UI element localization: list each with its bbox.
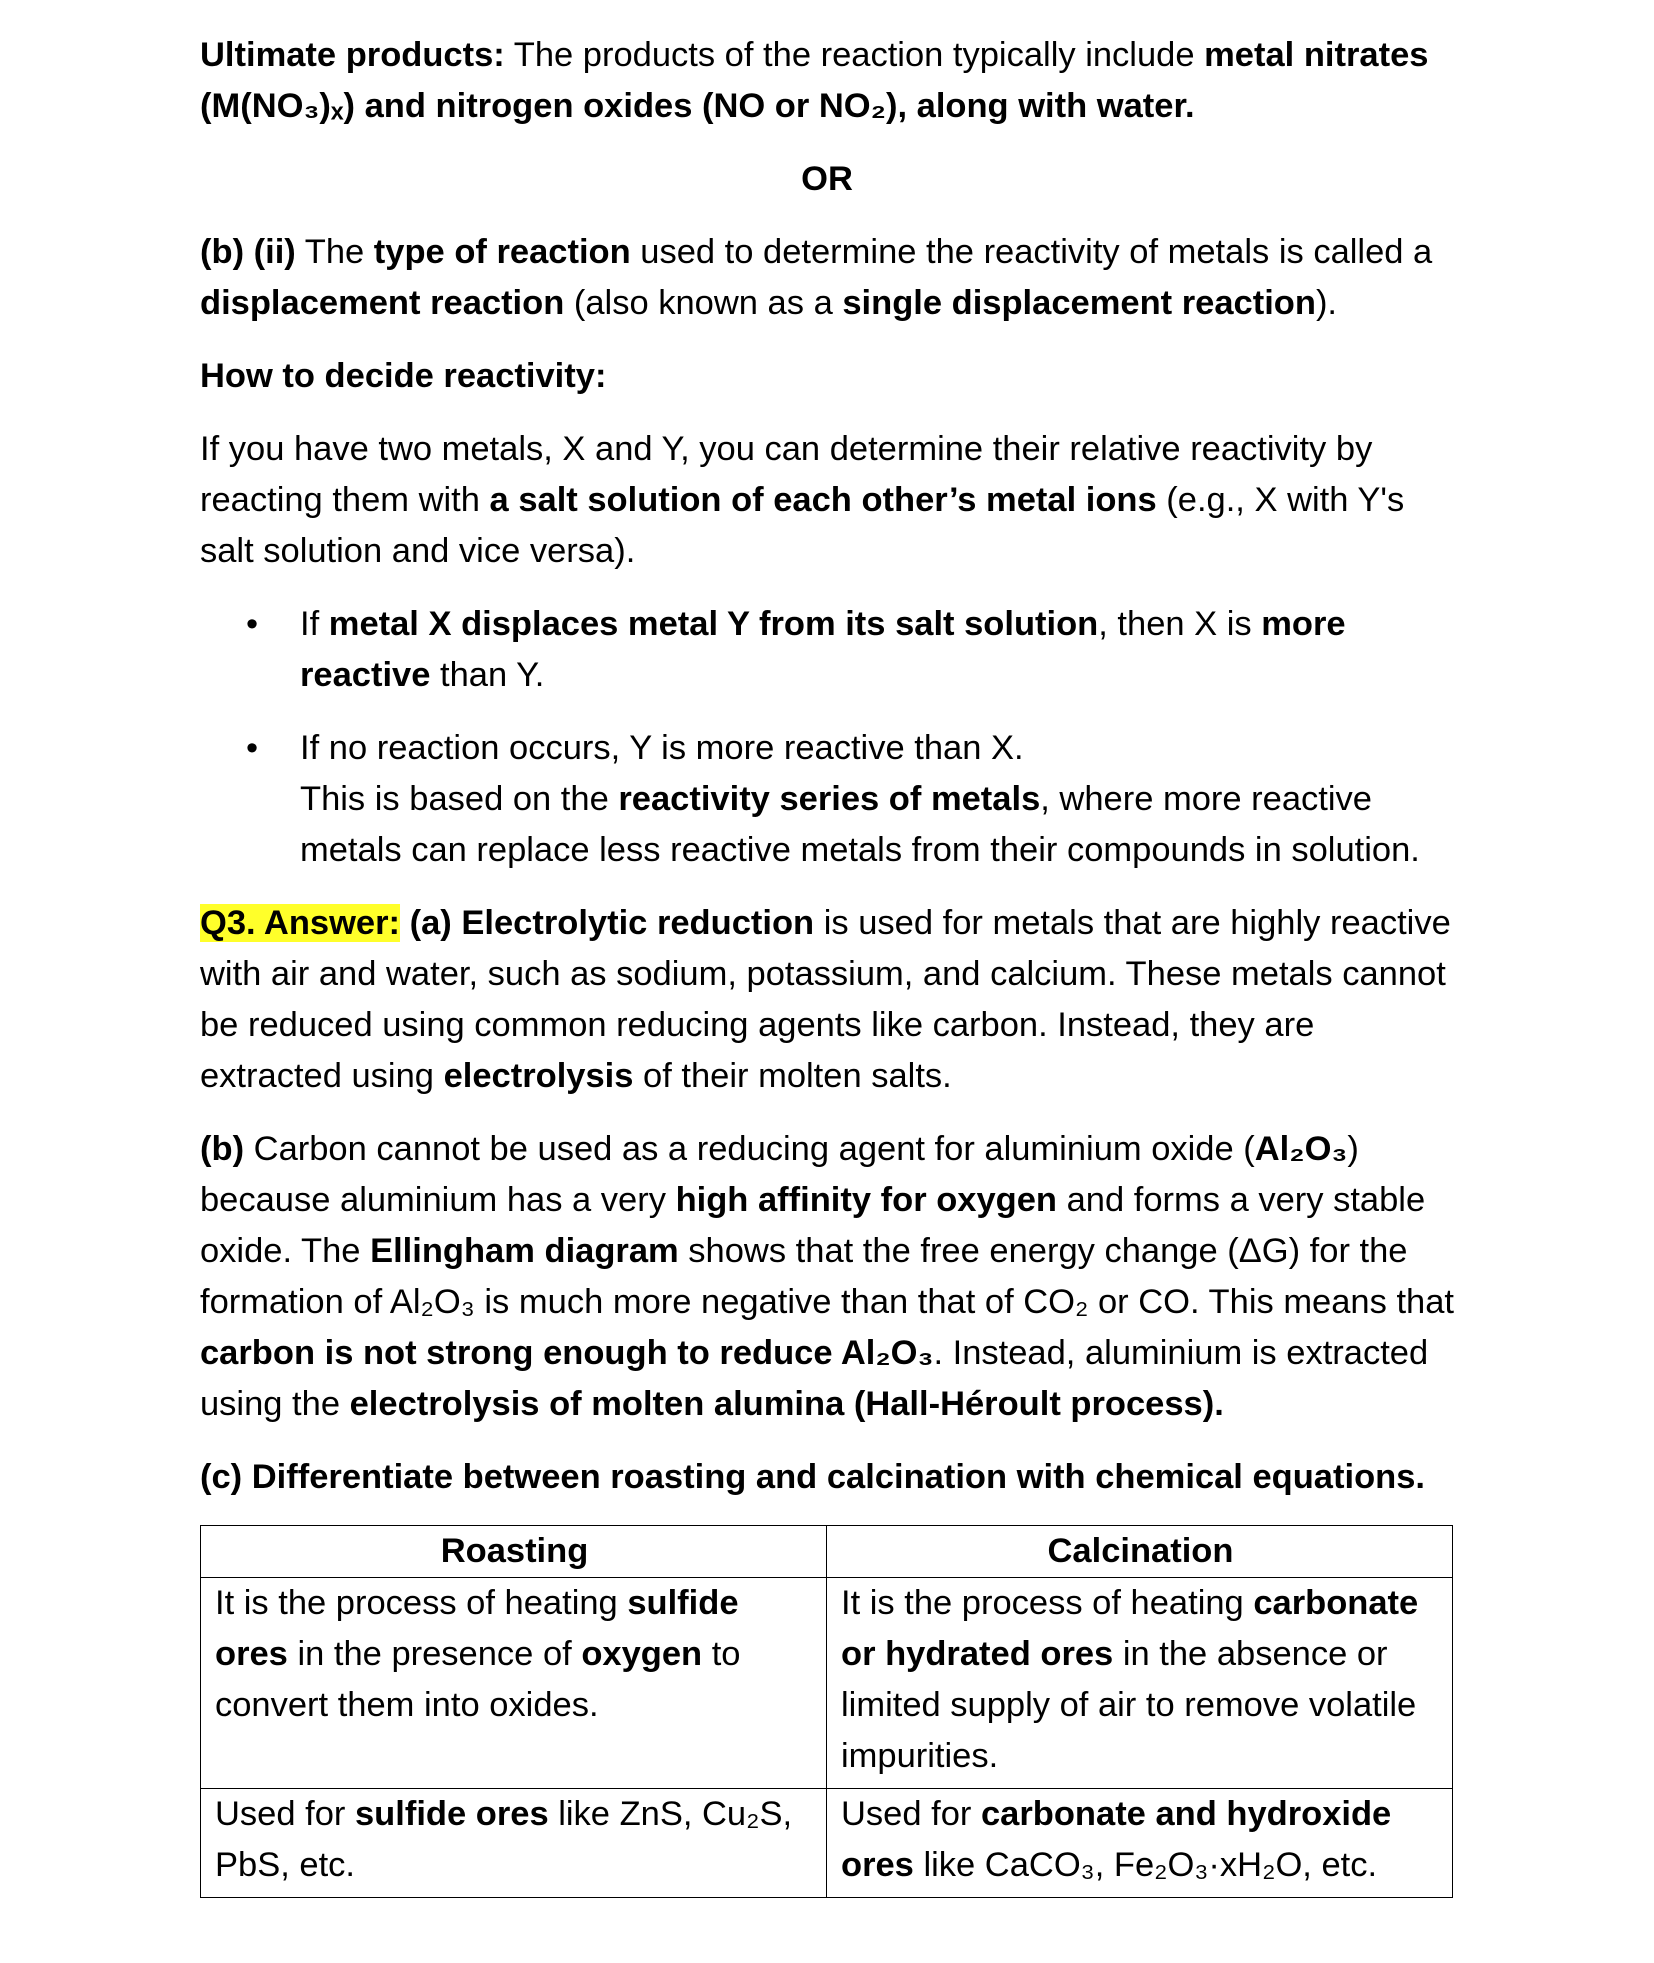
bold-run: sulfide ores [354, 1795, 549, 1833]
text-run: ) because aluminium has a very [200, 1130, 1359, 1219]
bold-run: sulfide ores [215, 1584, 739, 1673]
table-row [201, 1578, 1453, 1789]
text-run: , where more reactive metals can replace less reactive metals from their compounds in solution. [300, 780, 1420, 869]
text-run: If no reaction occurs, Y is more reactive than X. [300, 729, 1024, 767]
how-to-decide-heading [200, 351, 1454, 402]
text-run: The [295, 233, 374, 271]
text-run: in the absence or limited supply of air to remove volatile impurities. [841, 1635, 1417, 1775]
bold-run: high affinity for oxygen [675, 1181, 1057, 1219]
table-cell-calcination [827, 1578, 1453, 1789]
bold-run: metal nitrates (M(NO₃)ₓ) and nitrogen oxides (NO or NO₂), along with water. [200, 36, 1429, 125]
bold-run: a salt solution of each other’s metal ions [489, 481, 1157, 519]
table-cell-calcination [827, 1789, 1453, 1898]
roasting-calcination-table [200, 1525, 1453, 1898]
text-run: If you have two metals, X and Y, you can determine their relative reactivity by reacting them with [200, 430, 1373, 519]
part-b-label: (b) [200, 1130, 245, 1168]
bullet-icon: • [246, 605, 259, 643]
bold-run: type of reaction [373, 233, 631, 271]
text-run: Carbon cannot be used as a reducing agent for aluminium oxide ( [244, 1130, 1255, 1168]
bold-run: carbon is not strong enough to reduce Al₂O₃ [200, 1334, 934, 1372]
text-run: shows that the free energy change (ΔG) for the formation of Al₂O₃ is much more negative than that of CO₂ or CO. This means that [200, 1232, 1454, 1321]
text-run: of their molten salts. [633, 1057, 952, 1095]
bold-run: displacement reaction [200, 284, 565, 322]
text-run: The products of the reaction typically include [504, 36, 1205, 74]
table-cell-roasting [201, 1789, 827, 1898]
text-run: Used for [841, 1795, 981, 1833]
q3-answer-paragraph [200, 898, 1454, 1102]
heading-text: How to decide reactivity: [200, 357, 607, 395]
bold-run: carbonate and hydroxide ores [841, 1795, 1392, 1884]
part-b-paragraph [200, 1124, 1454, 1430]
text-run: is used for metals that are highly reactive with air and water, such as sodium, potassium, and calcium. These metals cannot be reduced using common reducing agents like carbon. Instead, they are extracted using [200, 904, 1451, 1095]
or-label: OR [801, 160, 853, 198]
bold-run: single displacement reaction [842, 284, 1316, 322]
text-run: in the presence of [287, 1635, 582, 1673]
text-run: ). [1315, 284, 1338, 322]
text-run: (also known as a [564, 284, 843, 322]
text-run: and forms a very stable oxide. The [200, 1181, 1426, 1270]
b-ii-paragraph [200, 227, 1454, 329]
bold-run: carbonate or hydrated ores [841, 1584, 1419, 1673]
or-divider [200, 154, 1454, 205]
reactivity-bullet-list [200, 599, 1454, 876]
bold-run: reactivity series of metals [618, 780, 1041, 818]
text-run: used to determine the reactivity of metals is called a [630, 233, 1433, 271]
text-run: It is the process of heating [215, 1584, 628, 1622]
text-run: Used for [215, 1795, 355, 1833]
list-item [200, 599, 1454, 701]
bold-run: metal X displaces metal Y from its salt solution [328, 605, 1099, 643]
bold-run: electrolysis [443, 1057, 634, 1095]
text-run: like CaCO₃, Fe₂O₃·xH₂O, etc. [913, 1846, 1378, 1884]
text-run: If [300, 605, 329, 643]
text-run: like ZnS, Cu₂S, PbS, etc. [215, 1795, 793, 1884]
heading-text: (c) Differentiate between roasting and calcination with chemical equations. [200, 1458, 1425, 1496]
ultimate-products-paragraph [200, 30, 1454, 132]
list-item [200, 723, 1454, 876]
bold-run: (a) Electrolytic reduction [400, 904, 815, 942]
table-cell-roasting [201, 1578, 827, 1789]
bold-run: oxygen [581, 1635, 703, 1673]
bold-run: Ellingham diagram [370, 1232, 679, 1270]
part-c-heading [200, 1452, 1454, 1503]
table-header-row [201, 1526, 1453, 1578]
text-run: . Instead, aluminium is extracted using the [200, 1334, 1429, 1423]
bold-run: electrolysis of molten alumina (Hall-Héroult process). [349, 1385, 1224, 1423]
text-run: to convert them into oxides. [215, 1635, 741, 1724]
table-row [201, 1789, 1453, 1898]
text-run: than Y. [430, 656, 545, 694]
intro-paragraph [200, 424, 1454, 577]
table-header-roasting: Roasting [201, 1526, 827, 1578]
text-run: , then X is [1098, 605, 1262, 643]
bold-run: more reactive [300, 605, 1346, 694]
text-run: (e.g., X with Y's salt solution and vice versa). [200, 481, 1405, 570]
bullet-icon: • [246, 729, 259, 767]
table-header-calcination: Calcination [827, 1526, 1453, 1578]
b-ii-label: (b) (ii) [200, 233, 296, 271]
text-run: It is the process of heating [841, 1584, 1254, 1622]
text-run: This is based on the [300, 780, 619, 818]
ultimate-products-label: Ultimate products: [200, 36, 505, 74]
q3-answer-label: Q3. Answer: [200, 904, 401, 942]
bold-run: Al₂O₃ [1254, 1130, 1348, 1168]
